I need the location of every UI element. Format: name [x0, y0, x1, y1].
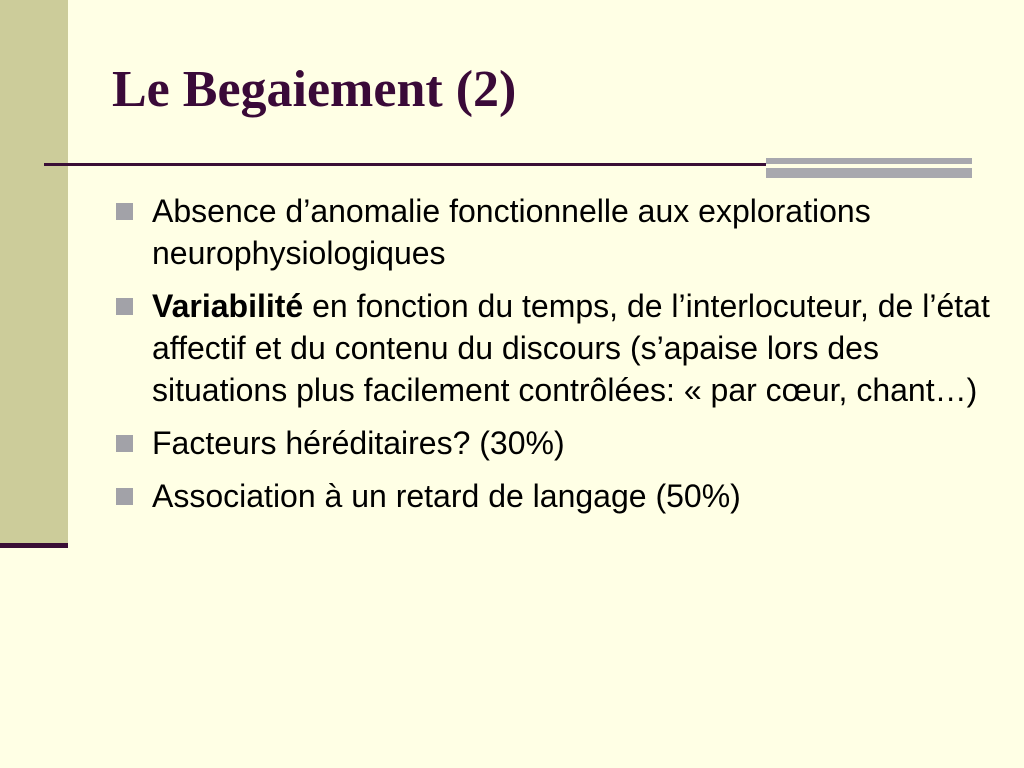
accent-stripe-bottom — [766, 168, 972, 178]
bullet-item — [112, 190, 992, 274]
title-divider — [44, 163, 766, 166]
side-band — [0, 0, 68, 546]
bullet-text: Facteurs héréditaires? (30%) — [152, 425, 565, 461]
title-accent-block — [766, 158, 972, 178]
square-bullet-icon — [116, 298, 133, 315]
bullet-text: Association à un retard de langage (50%) — [152, 478, 741, 514]
bullet-item — [112, 422, 992, 464]
slide-title: Le Begaiement (2) — [112, 61, 517, 118]
bullet-item — [112, 285, 992, 411]
square-bullet-icon — [116, 435, 133, 452]
square-bullet-icon — [116, 488, 133, 505]
square-bullet-icon — [116, 203, 133, 220]
bullet-list — [112, 190, 992, 528]
bullet-text: en fonction du temps, de l’interlocuteur, de l’état affectif et du contenu du discours (s’apaise lors des situations plus facilement contrôlées: « par cœur, chant…) — [152, 288, 990, 408]
bullet-item — [112, 475, 992, 517]
bullet-text: Absence d’anomalie fonctionnelle aux explorations neurophysiologiques — [152, 193, 871, 271]
side-band-underline — [0, 543, 68, 548]
bullet-bold-lead: Variabilité — [152, 288, 304, 324]
